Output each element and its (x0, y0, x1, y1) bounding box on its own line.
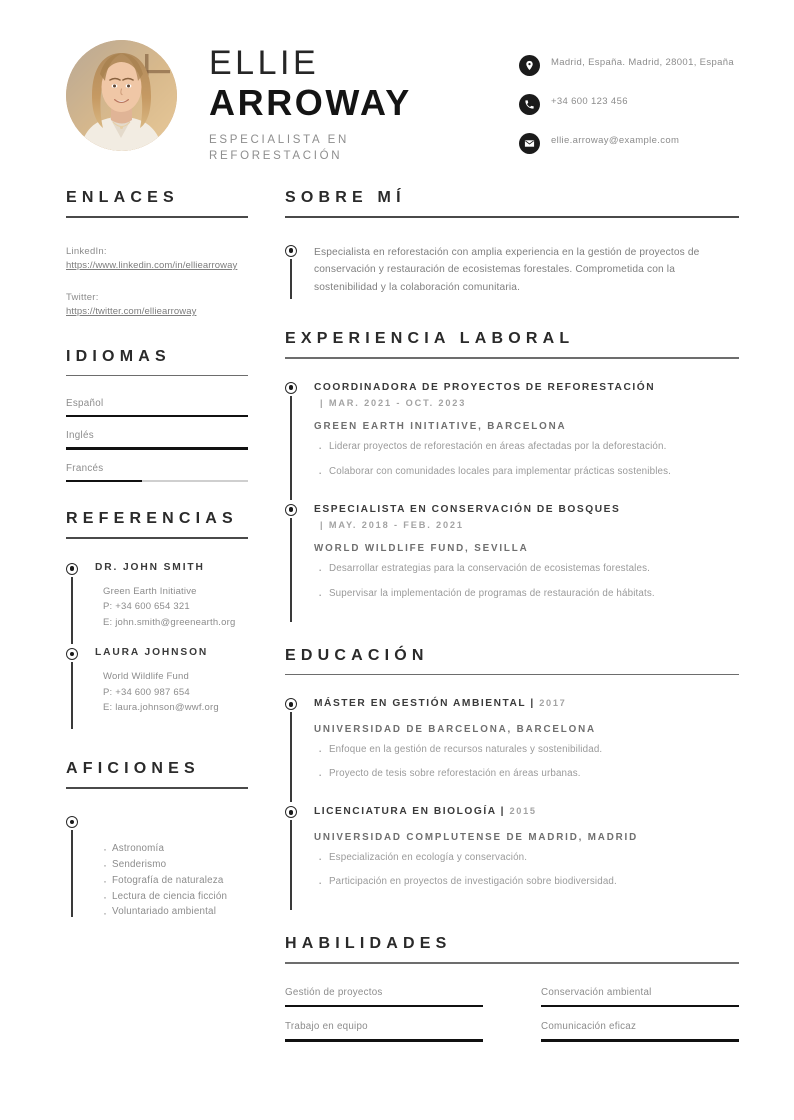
phone-icon (519, 94, 540, 115)
contact-address (519, 54, 739, 76)
reference-email: E: laura.johnson@wwf.org (103, 701, 219, 713)
reference-company: Green Earth Initiative (103, 585, 197, 597)
references-list (66, 562, 248, 733)
languages-list (66, 398, 248, 482)
skill-item (541, 987, 739, 1008)
last-name: ARROWAY (209, 82, 412, 124)
reference-email: E: john.smith@greenearth.org (103, 616, 236, 628)
timeline-line (290, 712, 291, 802)
skill-name: Conservación ambiental (541, 986, 652, 998)
education-bullet: · Participación en proyectos de investigación sobre biodiversidad. (314, 874, 739, 889)
name-block (209, 38, 519, 164)
about-body (285, 244, 739, 303)
main-content (285, 190, 739, 1042)
profile-photo-image (66, 40, 177, 151)
envelope-icon (519, 133, 540, 154)
timeline-line (290, 820, 291, 910)
skill-name: Trabajo en equipo (285, 1021, 368, 1033)
profile-photo (66, 40, 177, 151)
language-name: Francés (66, 462, 104, 474)
timeline-dot-icon (66, 648, 78, 660)
section-languages (66, 349, 248, 483)
education-degree: LICENCIATURA EN BIOLOGÍA | (314, 806, 506, 818)
section-links (66, 190, 248, 320)
contact-email[interactable] (519, 132, 739, 154)
reference-company: World Wildlife Fund (103, 671, 189, 683)
skills-rule (285, 962, 739, 963)
timeline-line (71, 830, 72, 917)
timeline-dot-icon (285, 504, 297, 516)
education-list (285, 697, 739, 913)
timeline-dot-icon (285, 698, 297, 710)
experience-position: ESPECIALISTA EN CONSERVACIÓN DE BOSQUES (314, 503, 621, 515)
content-columns (0, 190, 794, 1042)
links-rule (66, 216, 248, 218)
sidebar (66, 190, 248, 1042)
experience-bullet: · Liderar proyectos de reforestación en áreas afectadas por la deforestación. (314, 439, 739, 454)
hobby-item: · Fotografía de naturaleza (103, 873, 248, 889)
reference-item (66, 647, 248, 732)
experience-bullet: · Desarrollar estrategias para la conservación de ecosistemas forestales. (314, 561, 739, 576)
address-text: Madrid, España. Madrid, 28001, España (551, 57, 734, 68)
experience-title: EXPERIENCIA LABORAL (285, 330, 575, 348)
language-bar-track (66, 415, 248, 417)
about-rule (285, 216, 739, 218)
skill-bar (285, 1039, 483, 1042)
twitter-url[interactable]: https://twitter.com/elliearroway (66, 305, 197, 317)
education-bullet: · Enfoque en la gestión de recursos naturales y sostenibilidad. (314, 742, 739, 757)
education-bullet: · Especialización en ecología y conservación. (314, 850, 739, 865)
languages-rule (66, 375, 248, 376)
skills-title: HABILIDADES (285, 935, 452, 953)
email-text: ellie.arroway@example.com (551, 135, 680, 146)
references-rule (66, 537, 248, 539)
link-item (66, 245, 248, 274)
education-item (285, 697, 739, 805)
reference-name: LAURA JOHNSON (95, 647, 209, 659)
education-rule (285, 674, 739, 675)
timeline-line (71, 577, 72, 644)
contact-block (519, 38, 739, 154)
language-name: Inglés (66, 430, 94, 442)
timeline-dot-icon (285, 806, 297, 818)
timeline-line (71, 662, 72, 729)
education-degree-row (314, 805, 739, 819)
section-about (285, 190, 739, 302)
timeline-line (290, 259, 291, 300)
about-title: SOBRE MÍ (285, 189, 406, 206)
section-references (66, 511, 248, 732)
experience-bullet: · Supervisar la implementación de programas de restauración de hábitats. (314, 586, 739, 601)
hobbies-list (95, 815, 248, 920)
education-bullets (314, 742, 739, 781)
job-title: ESPECIALISTA EN REFORESTACIÓN (209, 133, 349, 162)
link-label: Twitter: (66, 291, 99, 303)
languages-title: IDIOMAS (66, 347, 171, 365)
education-bullet: · Proyecto de tesis sobre reforestación en áreas urbanas. (314, 766, 739, 781)
skill-bar (541, 1005, 739, 1008)
section-education (285, 648, 739, 914)
hobby-item: · Senderismo (103, 857, 248, 873)
reference-phone: P: +34 600 654 321 (103, 601, 190, 613)
experience-item (285, 503, 739, 625)
link-item (66, 291, 248, 320)
education-item (285, 805, 739, 913)
experience-bullets (314, 561, 739, 600)
language-bar-fill (66, 480, 142, 482)
reference-name: DR. JOHN SMITH (95, 561, 205, 573)
experience-date: | MAR. 2021 - OCT. 2023 (320, 398, 467, 409)
resume-header (0, 0, 794, 190)
hobbies-rule (66, 787, 248, 789)
references-title: REFERENCIAS (66, 510, 238, 528)
section-skills (285, 936, 739, 1042)
education-degree-row (314, 697, 739, 711)
experience-organization: GREEN EARTH INITIATIVE, BARCELONA (314, 421, 567, 433)
skill-bar (285, 1005, 483, 1008)
experience-item (285, 381, 739, 503)
education-year: 2015 (509, 806, 537, 817)
hobby-item: · Lectura de ciencia ficción (103, 889, 248, 905)
language-bar-fill (66, 415, 248, 417)
timeline-line (290, 396, 291, 500)
about-text: Especialista en reforestación con amplia experiencia en la gestión de proyectos de conservación y restauración de ecosistemas forestales. Comprometida con la sostenibilidad y la colaboración comunitaria. (314, 246, 700, 293)
contact-phone[interactable] (519, 93, 739, 115)
experience-position: COORDINADORA DE PROYECTOS DE REFORESTACIÓN (314, 381, 656, 393)
skill-name: Comunicación eficaz (541, 1021, 637, 1033)
first-name: ELLIE (209, 44, 320, 82)
experience-list (285, 381, 739, 625)
experience-bullets (314, 439, 739, 478)
links-title: ENLACES (66, 189, 179, 206)
language-item (66, 430, 248, 449)
skill-item (541, 1021, 739, 1042)
language-bar-track (66, 447, 248, 449)
education-title: EDUCACIÓN (285, 646, 429, 664)
hobby-item: · Astronomía (103, 841, 248, 857)
education-degree: MÁSTER EN GESTIÓN AMBIENTAL | (314, 698, 535, 710)
timeline-dot-icon (66, 563, 78, 575)
experience-rule (285, 357, 739, 358)
timeline-dot-icon (285, 382, 297, 394)
experience-bullet: · Colaborar con comunidades locales para implementar prácticas sostenibles. (314, 464, 739, 479)
reference-item (66, 562, 248, 647)
hobbies-title: AFICIONES (66, 760, 200, 778)
timeline-dot-icon (285, 245, 297, 257)
education-bullets (314, 850, 739, 889)
section-hobbies (66, 761, 248, 920)
education-institution: UNIVERSIDAD COMPLUTENSE DE MADRID, MADRID (314, 832, 639, 844)
reference-details (95, 584, 248, 630)
skill-item (285, 1021, 483, 1042)
experience-organization: WORLD WILDLIFE FUND, SEVILLA (314, 543, 529, 555)
skills-grid (285, 987, 739, 1042)
linkedin-url[interactable]: https://www.linkedin.com/in/elliearroway (66, 259, 238, 271)
hobbies-block (66, 815, 248, 920)
education-year: 2017 (539, 698, 567, 709)
section-experience (285, 331, 739, 625)
phone-text: +34 600 123 456 (551, 96, 628, 107)
language-bar-fill (66, 447, 248, 449)
timeline-dot-icon (66, 816, 78, 828)
reference-phone: P: +34 600 987 654 (103, 686, 190, 698)
skill-name: Gestión de proyectos (285, 986, 383, 998)
hobby-item: · Voluntariado ambiental (103, 904, 248, 920)
skill-item (285, 987, 483, 1008)
links-list (66, 245, 248, 320)
language-item (66, 463, 248, 482)
link-label: LinkedIn: (66, 245, 107, 257)
language-item (66, 398, 248, 417)
education-institution: UNIVERSIDAD DE BARCELONA, BARCELONA (314, 723, 596, 735)
language-bar-track (66, 480, 248, 482)
skill-bar (541, 1039, 739, 1042)
location-pin-icon (519, 55, 540, 76)
experience-date: | MAY. 2018 - FEB. 2021 (320, 520, 464, 531)
language-name: Español (66, 397, 104, 409)
timeline-line (290, 518, 291, 622)
reference-details (95, 669, 248, 715)
